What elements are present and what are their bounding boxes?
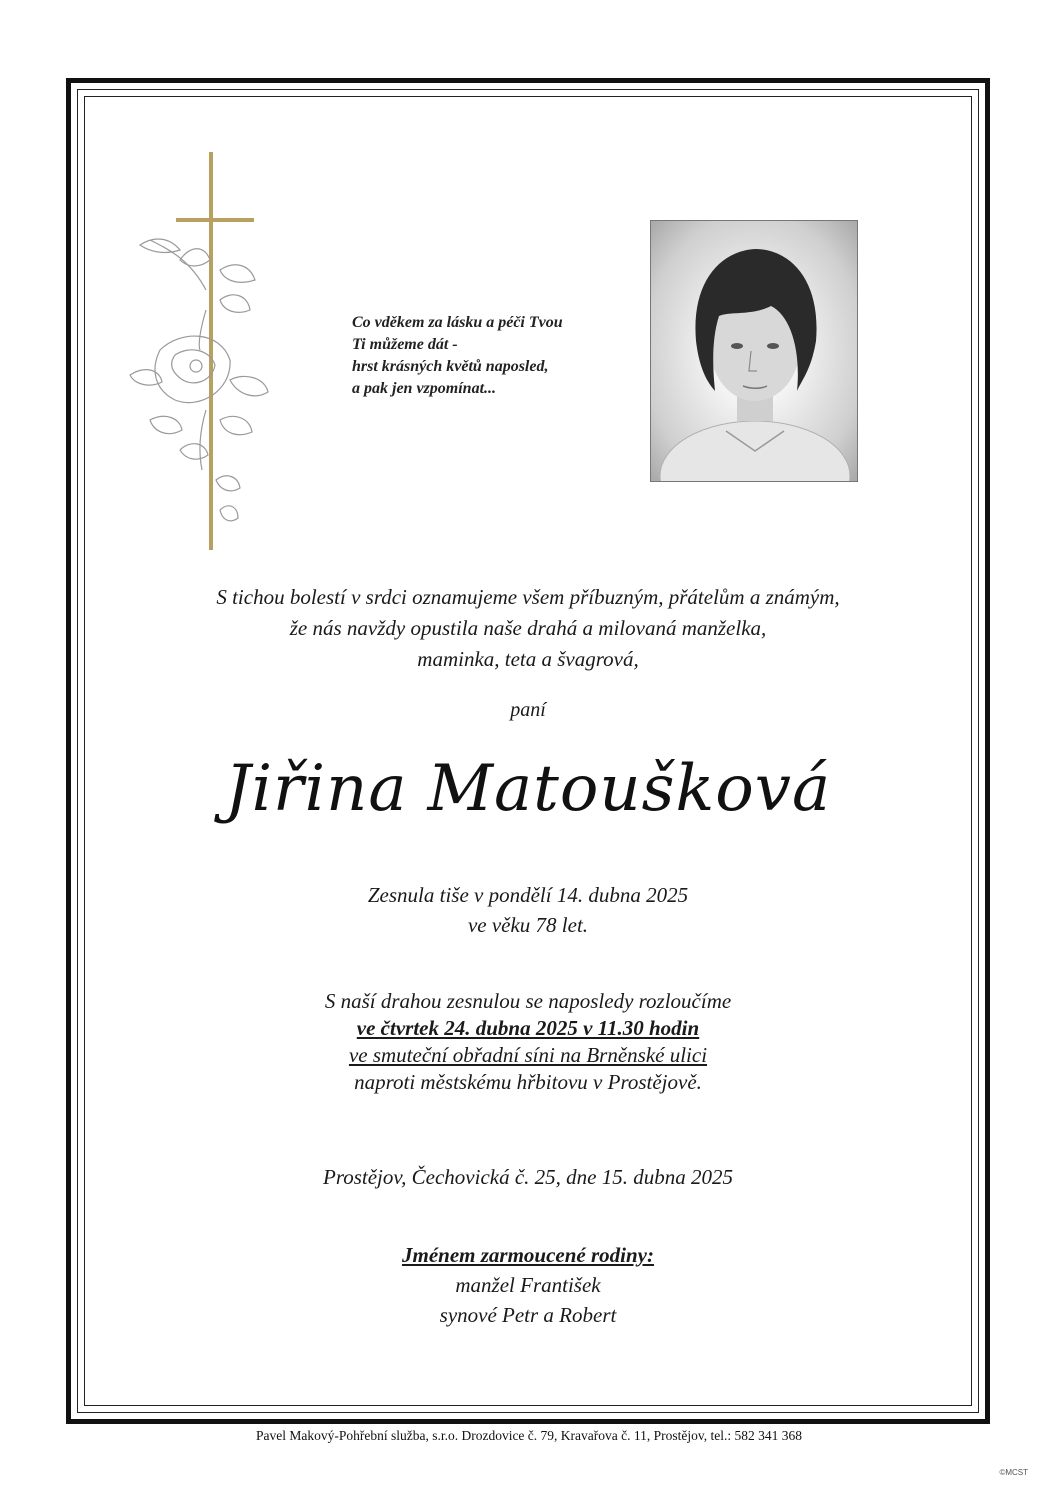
farewell-intro: S naší drahou zesnulou se naposledy rozloučíme bbox=[324, 989, 732, 1013]
announcement-line: S tichou bolestí v srdci oznamujeme všem příbuzným, přátelům a známým, bbox=[216, 585, 840, 609]
farewell-location: naproti městskému hřbitovu v Prostějově. bbox=[354, 1070, 702, 1094]
place-date: Prostějov, Čechovická č. 25, dne 15. dubna 2025 bbox=[323, 1165, 733, 1189]
poem-line: a pak jen vzpomínat... bbox=[352, 380, 497, 397]
family-heading: Jménem zarmoucené rodiny: bbox=[402, 1243, 654, 1267]
death-date: Zesnula tiše v pondělí 14. dubna 2025 bbox=[367, 883, 689, 907]
age: ve věku 78 let. bbox=[467, 913, 589, 937]
death-info bbox=[66, 880, 990, 940]
first-name: Jiřina bbox=[224, 752, 408, 826]
poem-line: hrst krásných květů naposled, bbox=[352, 358, 549, 375]
farewell-venue: ve smuteční obřadní síni na Brněnské ulici bbox=[348, 1043, 708, 1067]
farewell-info bbox=[66, 988, 990, 1096]
poem-line: Ti můžeme dát - bbox=[352, 336, 458, 353]
cross-with-flowers-icon bbox=[120, 150, 280, 560]
announcement-line: že nás navždy opustila naše drahá a milovaná manželka, bbox=[289, 616, 767, 640]
portrait-photo bbox=[650, 220, 858, 482]
announcement bbox=[66, 582, 990, 675]
announcement-line: maminka, teta a švagrová, bbox=[417, 647, 639, 671]
watermark: ©MCST bbox=[999, 1468, 1028, 1477]
last-name: Matoušková bbox=[427, 752, 832, 826]
honorific: paní bbox=[510, 699, 546, 721]
funeral-service-footer: Pavel Makový-Pohřební služba, s.r.o. Drozdovice č. 79, Kravařova č. 11, Prostějov, tel.: 582 341 368 bbox=[255, 1428, 802, 1443]
poem-line: Co vděkem za lásku a péči Tvou bbox=[352, 314, 563, 331]
family-member: synové Petr a Robert bbox=[439, 1303, 617, 1327]
farewell-datetime: ve čtvrtek 24. dubna 2025 v 11.30 hodin bbox=[356, 1016, 700, 1040]
family-member: manžel František bbox=[455, 1273, 601, 1297]
family-block bbox=[66, 1240, 990, 1330]
memorial-poem bbox=[352, 312, 632, 400]
deceased-name bbox=[66, 752, 990, 826]
